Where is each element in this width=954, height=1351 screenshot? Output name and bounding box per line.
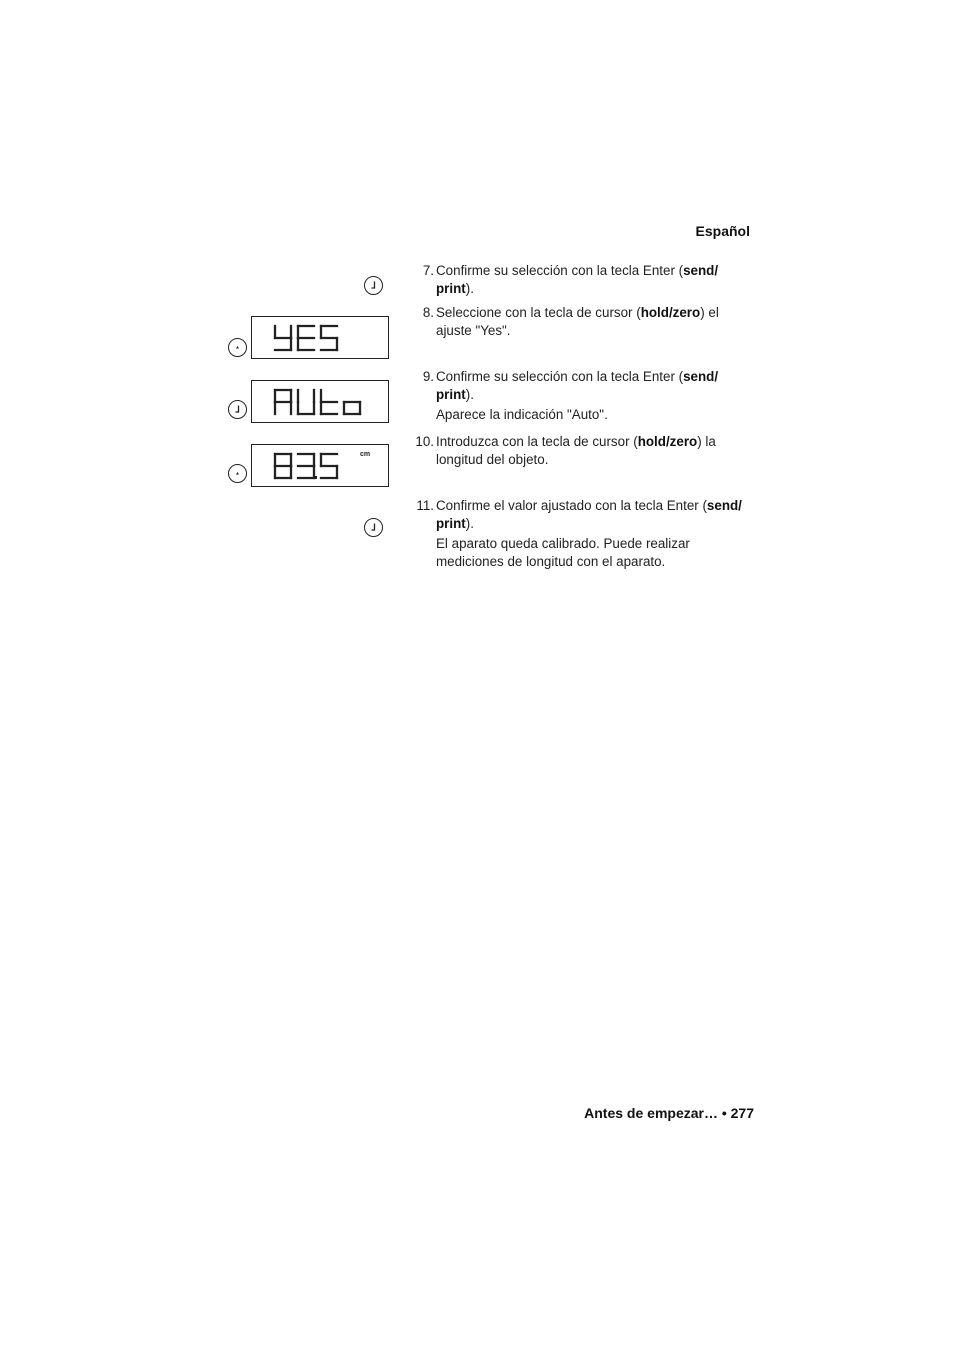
lcd-digit <box>298 390 314 414</box>
step-text: Confirme su selección con la tecla Enter ( <box>436 369 684 384</box>
lcd-decimal-point <box>314 476 317 479</box>
step-text: Introduzca con la tecla de cursor ( <box>436 434 638 449</box>
cursor-key-icon <box>228 464 247 483</box>
key-name: hold/zero <box>640 305 701 320</box>
enter-key-icon <box>364 518 383 537</box>
lcd-display-yes <box>251 316 389 359</box>
enter-key-icon <box>228 400 247 419</box>
step-note: Aparece la indicación "Auto". <box>436 407 608 422</box>
instruction-list <box>408 262 758 571</box>
step-8 <box>408 304 736 340</box>
cursor-key-icon <box>228 338 247 357</box>
enter-key-icon <box>364 276 383 295</box>
key-name: send/ print <box>436 263 719 296</box>
language-heading: Español <box>695 223 750 239</box>
lcd-digit <box>275 390 291 414</box>
lcd-digit <box>275 326 291 350</box>
lcd-digit <box>344 402 360 414</box>
lcd-digit <box>298 454 314 478</box>
step-text: Confirme su selección con la tecla Enter ( <box>436 263 684 278</box>
step-number: 10. <box>415 434 434 449</box>
step-text-end: ). <box>465 516 474 531</box>
key-name: send/ print <box>436 498 742 531</box>
lcd-digit <box>321 326 337 350</box>
step-11 <box>408 497 758 571</box>
step-number: 7. <box>422 263 434 278</box>
page-footer: Antes de empezar… • 277 <box>584 1105 754 1121</box>
key-name: send/ print <box>436 369 719 402</box>
step-number: 9. <box>422 369 434 384</box>
step-number: 8. <box>422 305 434 320</box>
step-text-end: ) el ajuste "Yes". <box>436 305 719 338</box>
key-name: hold/zero <box>637 434 698 449</box>
step-9 <box>408 368 736 424</box>
step-text-end: ) la longitud del objeto. <box>436 434 716 467</box>
lcd-digit <box>321 454 337 478</box>
step-number: 11. <box>416 498 434 513</box>
step-7 <box>408 262 736 298</box>
lcd-digit <box>275 454 291 478</box>
step-10 <box>408 433 736 469</box>
step-text: Seleccione con la tecla de cursor ( <box>436 305 641 320</box>
step-note: El aparato queda calibrado. Puede realizar mediciones de longitud con el aparato. <box>436 536 690 569</box>
lcd-digit <box>298 326 314 350</box>
lcd-display-auto <box>251 380 389 423</box>
lcd-digit <box>321 390 337 414</box>
lcd-display-value <box>251 444 389 487</box>
step-text: Confirme el valor ajustado con la tecla Enter ( <box>436 498 707 513</box>
lcd-unit: cm <box>360 451 371 458</box>
step-text-end: ). <box>465 387 474 402</box>
step-text-end: ). <box>465 281 474 296</box>
